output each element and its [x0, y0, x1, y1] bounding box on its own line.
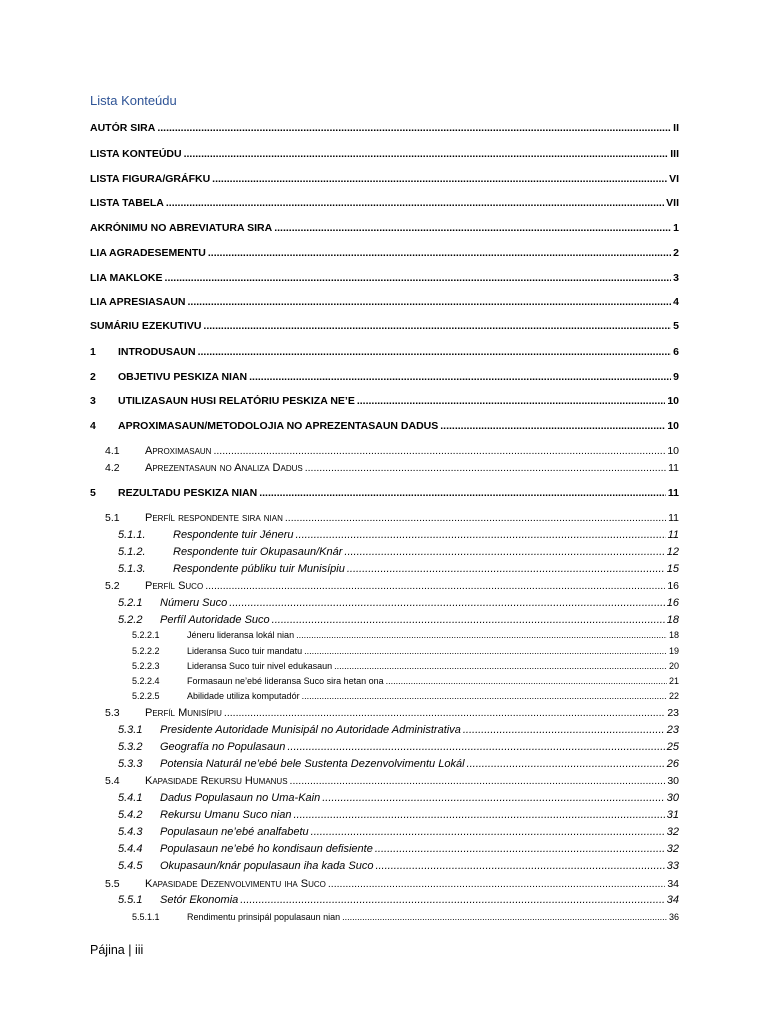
dot-leader	[259, 487, 666, 499]
toc-entry[interactable]	[90, 173, 679, 185]
dot-leader	[212, 173, 667, 185]
toc-entry-title: Okupasaun/knár populasaun iha kada Suco	[160, 860, 374, 872]
toc-entry-number: 5.2.2	[118, 614, 143, 626]
toc-entry[interactable]	[132, 912, 679, 922]
toc-entry-number: 2	[90, 371, 96, 383]
toc-entry-number: 5.3.1	[118, 724, 143, 736]
toc-heading: Lista Konteúdu	[90, 93, 177, 108]
toc-entry-title: Populasaun ne’ebé analfabetu	[160, 826, 309, 838]
toc-entry-title: Lideransa Suco tuir nivel edukasaun	[187, 661, 333, 671]
toc-entry-title: Aprezentasaun no Analiza Dadus	[145, 462, 303, 474]
toc-entry-page: 10	[667, 420, 679, 432]
toc-entry-page: 15	[666, 563, 679, 575]
toc-entry-page: 32	[666, 826, 679, 838]
dot-leader	[285, 512, 666, 524]
toc-entry-number: 5.2	[105, 580, 120, 592]
toc-entry-page: 34	[666, 894, 679, 906]
toc-entry-title: Populasaun ne’ebé ho kondisaun defisiente	[160, 843, 373, 855]
toc-entry[interactable]	[105, 462, 679, 474]
toc-entry-title: Respondente tuir Okupasaun/Knár	[173, 546, 343, 558]
dot-leader	[357, 395, 665, 407]
toc-entry-title: Dadus Populasaun no Uma-Kain	[160, 792, 321, 804]
toc-entry[interactable]	[90, 420, 679, 432]
toc-entry-title: Formasaun ne’ebé lideransa Suco sira hetan ona	[187, 676, 384, 686]
dot-leader	[304, 646, 667, 656]
toc-entry[interactable]	[105, 707, 679, 719]
toc-entry-number: 5.5	[105, 878, 120, 890]
toc-entry-title: Geografía no Populasaun	[160, 741, 286, 753]
toc-entry-title: Setór Ekonomia	[160, 894, 239, 906]
toc-entry[interactable]	[90, 222, 679, 234]
dot-leader	[296, 630, 667, 640]
toc-entry[interactable]	[105, 445, 679, 457]
toc-entry-number: 3	[90, 395, 96, 407]
toc-entry-page: 30	[666, 792, 679, 804]
toc-entry-title: Perfíl Suco	[145, 580, 204, 592]
dot-leader	[463, 724, 665, 736]
toc-entry-page: 16	[667, 580, 679, 592]
dot-leader	[347, 563, 665, 575]
toc-entry[interactable]	[90, 122, 679, 134]
toc-entry-number: 5.3.2	[118, 741, 143, 753]
toc-entry[interactable]	[132, 630, 679, 640]
toc-entry[interactable]	[132, 661, 679, 671]
toc-entry[interactable]	[90, 197, 679, 209]
toc-entry-page: 25	[666, 741, 679, 753]
toc-entry-number: 5.4.3	[118, 826, 143, 838]
dot-leader	[165, 272, 672, 284]
dot-leader	[166, 197, 664, 209]
toc-entry[interactable]	[132, 691, 679, 701]
toc-entry-page: 34	[667, 878, 679, 890]
toc-entry-title: LIA APRESIASAUN	[90, 296, 186, 308]
toc-entry-page: 23	[666, 724, 679, 736]
toc-entry-page: 3	[673, 272, 679, 284]
toc-entry-title: Lideransa Suco tuir mandatu	[187, 646, 303, 656]
toc-entry-title: Respondente tuir Jéneru	[173, 529, 294, 541]
toc-entry[interactable]	[90, 148, 679, 160]
toc-entry-number: 5.4.5	[118, 860, 143, 872]
toc-entry-number: 5.2.2.5	[132, 691, 160, 701]
toc-entry-number: 5.1.3.	[118, 563, 146, 575]
toc-entry-page: 12	[666, 546, 679, 558]
toc-entry-page: 18	[668, 630, 679, 640]
toc-entry-title: OBJETIVU PESKIZA NIAN	[118, 371, 248, 383]
toc-entry-page: 11	[667, 487, 679, 499]
toc-entry-title: Abilidade utiliza komputadór	[187, 691, 300, 701]
toc-entry[interactable]	[118, 792, 679, 804]
toc-entry[interactable]	[105, 512, 679, 524]
toc-entry-title: LIA AGRADESEMENTU	[90, 247, 206, 259]
toc-entry-page: 11	[668, 512, 679, 524]
dot-leader	[249, 371, 671, 383]
toc-entry-page: 1	[673, 222, 679, 234]
dot-leader	[334, 661, 667, 671]
toc-entry-page: 18	[666, 614, 679, 626]
dot-leader	[229, 597, 664, 609]
toc-entry-number: 5.4.2	[118, 809, 143, 821]
toc-entry-title: AUTÓR SIRA	[90, 122, 156, 134]
toc-entry-number: 5.2.2.3	[132, 661, 160, 671]
toc-entry[interactable]	[118, 758, 679, 770]
dot-leader	[302, 691, 667, 701]
toc-entry-page: 20	[668, 661, 679, 671]
toc-entry[interactable]	[118, 860, 679, 872]
toc-entry-page: 10	[667, 395, 679, 407]
dot-leader	[342, 912, 667, 922]
toc-entry[interactable]	[132, 646, 679, 656]
dot-leader	[208, 247, 671, 259]
toc-entry-page: 10	[667, 445, 679, 457]
toc-entry-title: APROXIMASAUN/METODOLOJIA NO APREZENTASAUN DADUS	[118, 420, 439, 432]
dot-leader	[213, 445, 665, 457]
toc-entry[interactable]	[118, 741, 679, 753]
toc-entry-page: 32	[666, 843, 679, 855]
toc-entry-page: 30	[667, 775, 679, 787]
toc-entry-title: Kapasidade Dezenvolvimentu iha Suco	[145, 878, 326, 890]
toc-entry[interactable]	[90, 320, 679, 332]
dot-leader	[157, 122, 671, 134]
toc-entry-number: 5.2.1	[118, 597, 143, 609]
toc-entry-title: UTILIZASAUN HUSI RELATÓRIU PESKIZA NE’E	[118, 395, 355, 407]
toc-entry-page: 9	[673, 371, 679, 383]
toc-entry-number: 1	[90, 346, 96, 358]
toc-entry[interactable]	[90, 346, 679, 358]
toc-entry-title: Presidente Autoridade Munisipál no Autoridade Administrativa	[160, 724, 461, 736]
toc-entry-number: 5.3	[105, 707, 120, 719]
toc-entry[interactable]	[118, 724, 679, 736]
toc-entry-number: 4.1	[105, 445, 120, 457]
toc-entry-page: 26	[666, 758, 679, 770]
toc-entry-title: Rekursu Umanu Suco nian	[160, 809, 292, 821]
toc-entry-page: 33	[666, 860, 679, 872]
toc-entry[interactable]	[105, 580, 679, 592]
toc-entry-page: 2	[673, 247, 679, 259]
toc-entry-number: 4.2	[105, 462, 120, 474]
toc-entry-number: 5.5.1	[118, 894, 143, 906]
toc-entry[interactable]	[132, 676, 679, 686]
toc-entry-number: 5.1	[105, 512, 120, 524]
toc-entry-title: LISTA FIGURA/GRÁFKU	[90, 173, 211, 185]
dot-leader	[375, 860, 664, 872]
toc-entry[interactable]	[118, 529, 679, 541]
toc-entry[interactable]	[118, 614, 679, 626]
toc-entry[interactable]	[118, 826, 679, 838]
toc-entry-page: 21	[668, 676, 679, 686]
toc-entry-page: 36	[668, 912, 679, 922]
toc-entry-title: Aproximasaun	[145, 445, 212, 457]
dot-leader	[272, 614, 665, 626]
toc-entry-page: VII	[666, 197, 679, 209]
dot-leader	[467, 758, 665, 770]
dot-leader	[184, 148, 669, 160]
dot-leader	[187, 296, 671, 308]
toc-entry-page: 11	[667, 529, 679, 541]
toc-entry[interactable]	[118, 546, 679, 558]
toc-entry[interactable]	[118, 894, 679, 906]
toc-entry-number: 5.4	[105, 775, 120, 787]
toc-entry-title: LIA MAKLOKE	[90, 272, 163, 284]
toc-entry-page: 11	[668, 462, 679, 474]
toc-entry-page: 22	[668, 691, 679, 701]
toc-entry-number: 5.1.2.	[118, 546, 146, 558]
dot-leader	[240, 894, 664, 906]
dot-leader	[344, 546, 664, 558]
toc-entry-number: 5.2.2.1	[132, 630, 160, 640]
toc-entry-page: III	[670, 148, 679, 160]
toc-entry-page: 31	[666, 809, 679, 821]
toc-entry-title: LISTA TABELA	[90, 197, 164, 209]
page-footer: Pájina | iii	[90, 943, 144, 957]
toc-entry-page: II	[673, 122, 679, 134]
toc-entry-title: Perfíl Munisípiu	[145, 707, 222, 719]
toc-entry-title: Potensia Naturál ne’ebé bele Sustenta Dezenvolvimentu Lokál	[160, 758, 465, 770]
toc-entry-number: 5.2.2.4	[132, 676, 160, 686]
dot-leader	[375, 843, 665, 855]
dot-leader	[203, 320, 671, 332]
toc-entry-page: 4	[673, 296, 679, 308]
toc-entry-title: Númeru Suco	[160, 597, 228, 609]
toc-entry-title: REZULTADU PESKIZA NIAN	[118, 487, 258, 499]
toc-entry-page: VI	[669, 173, 679, 185]
toc-entry-title: Rendimentu prinsipál populasaun nian	[187, 912, 341, 922]
toc-entry[interactable]	[105, 775, 679, 787]
dot-leader	[311, 826, 665, 838]
toc-entry-page: 5	[673, 320, 679, 332]
toc-entry-page: 6	[673, 346, 679, 358]
toc-entry[interactable]	[90, 371, 679, 383]
dot-leader	[305, 462, 666, 474]
toc-entry-number: 5.4.1	[118, 792, 143, 804]
toc-entry[interactable]	[118, 563, 679, 575]
toc-entry-title: AKRÓNIMU NO ABREVIATURA SIRA	[90, 222, 273, 234]
dot-leader	[293, 809, 664, 821]
toc-entry-number: 5.3.3	[118, 758, 143, 770]
dot-leader	[295, 529, 665, 541]
toc-entry[interactable]	[90, 272, 679, 284]
toc-entry-title: SUMÁRIU EZEKUTIVU	[90, 320, 202, 332]
toc-entry[interactable]	[118, 809, 679, 821]
toc-entry-number: 4	[90, 420, 96, 432]
toc-entry-number: 5.1.1.	[118, 529, 146, 541]
dot-leader	[274, 222, 671, 234]
toc-entry-title: Jéneru lideransa lokál nian	[187, 630, 295, 640]
toc-entry-number: 5	[90, 487, 96, 499]
toc-entry-title: LISTA KONTEÚDU	[90, 148, 182, 160]
toc-entry[interactable]	[90, 395, 679, 407]
toc-entry-number: 5.2.2.2	[132, 646, 160, 656]
toc-entry-title: Respondente públiku tuir Munisípiu	[173, 563, 345, 575]
toc-entry-title: Perfíl Autoridade Suco	[160, 614, 270, 626]
toc-entry[interactable]	[90, 296, 679, 308]
toc-entry-page: 23	[667, 707, 679, 719]
toc-entry-page: 19	[668, 646, 679, 656]
toc-entry[interactable]	[118, 597, 679, 609]
toc-entry[interactable]	[90, 487, 679, 499]
toc-entry-page: 16	[666, 597, 679, 609]
toc-entry-title: Kapasidade Rekursu Humanus	[145, 775, 288, 787]
dot-leader	[328, 878, 665, 890]
dot-leader	[440, 420, 665, 432]
toc-entry-title: INTRODUSAUN	[118, 346, 196, 358]
dot-leader	[224, 707, 665, 719]
dot-leader	[205, 580, 665, 592]
dot-leader	[322, 792, 665, 804]
toc-entry[interactable]	[118, 843, 679, 855]
toc-entry-title: Perfíl respondente sira nian	[145, 512, 283, 524]
dot-leader	[287, 741, 664, 753]
dot-leader	[290, 775, 666, 787]
toc-entry[interactable]	[90, 247, 679, 259]
toc-entry[interactable]	[105, 878, 679, 890]
toc-entry-number: 5.4.4	[118, 843, 143, 855]
toc-entry-number: 5.5.1.1	[132, 912, 160, 922]
dot-leader	[198, 346, 672, 358]
dot-leader	[386, 676, 667, 686]
